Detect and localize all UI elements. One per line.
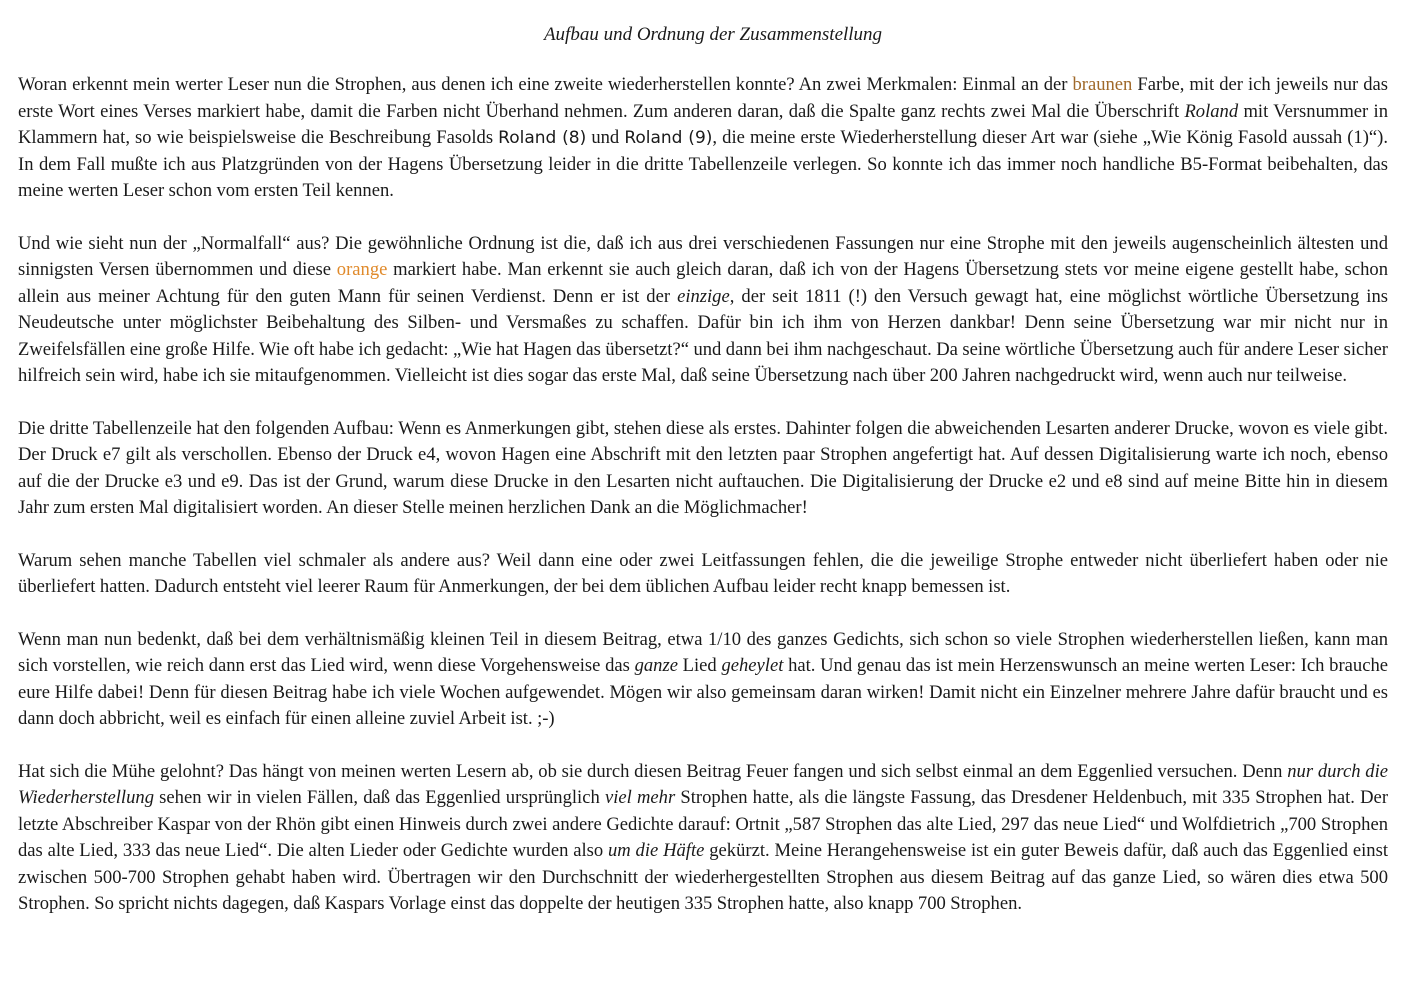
nur-durch-italic: nur durch die Wiederherstellung — [18, 760, 1388, 808]
p6-text-1: Hat sich die Mühe gelohnt? Das hängt von meinen werten Lesern ab, ob sie durch diesen Beitrag Feuer fangen und sich selbst einmal an dem Eggenlied versuchen. Denn — [18, 760, 1288, 782]
paragraph-4: Warum sehen manche Tabellen viel schmaler als andere aus? Weil dann eine oder zwei Leitfassungen fehlen, die die jeweilige Strophe entweder nicht überliefert haben oder nie überliefert hatten. Dadurch entsteht viel leerer Raum für Anmerkungen, der bei dem üblichen Aufbau leider recht knapp bemessen ist. — [18, 549, 1388, 597]
um-die-haefte-italic: um die Häfte — [608, 840, 705, 861]
paragraph-1 — [18, 72, 1388, 205]
roland-italic: Roland — [1184, 100, 1239, 122]
geheylet-italic: geheylet — [721, 655, 784, 676]
p2-text-3: , der seit 1811 (!) den Versuch gewagt hat, eine möglichst wörtliche Übersetzung ins Neudeutsche unter möglichster Beibehaltung des Silben- und Versmaßes zu schaffen. Dafür bin ich ihm von Herzen dankbar! Denn seine Übersetzung war mir nicht nur in Zweifelsfällen eine große Hilfe. Wie oft habe ich gedacht: „Wie hat Hagen das übersetzt?“ und dann bei ihm nachgeschaut. Da seine wörtliche Übersetzung auch für andere Leser sicher hilfreich sein wird, habe ich sie mitaufgenommen. Vielleicht ist dies sogar das erste Mal, daß seine Übersetzung nach über 200 Jahren nachgedruckt wird, wenn auch nur teilweise. — [18, 285, 1388, 386]
page-title: Aufbau und Ordnung der Zusammenstellung — [543, 24, 883, 45]
p5-text-2: Lied — [677, 655, 722, 676]
p1-text-2: Farbe, mit der ich jeweils nur das erste Wort eines Verses markiert habe, damit die Farben nicht Überhand nehmen. Zum anderen daran, daß die Spalte ganz rechts zwei Mal die Überschrift — [18, 74, 1388, 122]
p6-text-2: sehen wir in vielen Fällen, daß das Eggenlied ursprünglich — [154, 787, 605, 808]
paragraph-5 — [18, 627, 1388, 733]
p6-text-3: Strophen hatte, als die längste Fassung, das Dresdener Heldenbuch, mit 335 Strophen hat. Der letzte Abschreiber Kaspar von der Rhön gibt einen Hinweis durch zwei andere Gedichte darauf: Ortnit „587 Strophen das alte Lied, 297 das neue Lied“ und Wolfdietrich „700 Strophen das alte Lied, 333 das neue Lied“. Die alten Lieder oder Gedichte wurden also — [18, 787, 1389, 861]
ganze-italic: ganze — [634, 655, 678, 676]
p1-text-3: mit Versnummer in Klammern hat, so wie beispielsweise die Beschreibung Fasolds — [18, 100, 1388, 148]
roland-8-label: Roland (8) — [498, 128, 587, 148]
paragraph-3: Die dritte Tabellenzeile hat den folgenden Aufbau: Wenn es Anmerkungen gibt, stehen diese als erstes. Dahinter folgen die abweichenden Lesarten anderer Drucke, wovon es viele gibt. Der Druck e7 gilt als verschollen. Ebenso der Druck e4, wovon Hagen eine Abschrift mit den letzten paar Strophen angefertigt hat. Auf dessen Digitalisierung warte ich noch, ebenso auf die der Drucke e3 und e9. Das ist der Grund, warum diese Drucke in den Lesarten nicht auftauchen. Die Digitalisierung der Drucke e2 und e8 sind auf meine Bitte hin in diesem Jahr zum ersten Mal digitalisiert worden. An dieser Stelle meinen herzlichen Dank an die Möglichmacher! — [18, 417, 1388, 518]
document-page — [18, 22, 1388, 944]
p1-text-5: , die meine erste Wiederherstellung dieser Art war (siehe „Wie König Fasold aussah (1)“). In dem Fall mußte ich aus Platzgründen von der Hagens Übersetzung leider in die dritte Tabellenzeile verlegen. So konnte ich das immer noch handliche B5-Format beibehalten, das meine werten Leser schon vom ersten Teil kennen. — [18, 127, 1389, 201]
brown-highlight-word: braunen — [1072, 74, 1133, 95]
roland-9-label: Roland (9) — [624, 128, 713, 148]
p5-text-1: Wenn man nun bedenkt, daß bei dem verhältnismäßig kleinen Teil in diesem Beitrag, etwa 1/10 des ganzes Gedichts, sich schon so viele Strophen wiederherstellen ließen, kann man sich vorstellen, wie reich dann erst das Lied wird, wenn diese Vorgehensweise das — [18, 628, 1388, 676]
p1-text-4: und — [586, 127, 625, 148]
p2-text-1: Und wie sieht nun der „Normalfall“ aus? Die gewöhnliche Ordnung ist die, daß ich aus drei verschiedenen Fassungen nur eine Strophe mit den jeweils augenscheinlich ältesten und sinnigsten Versen übernommen und diese — [18, 232, 1388, 280]
einzige-italic: einzige — [677, 285, 730, 307]
p2-text-2: markiert habe. Man erkennt sie auch gleich daran, daß ich von der Hagens Übersetzung stets vor meine eigene gestellt habe, schon allein aus meiner Achtung für den guten Mann für seinen Verdienst. Denn er ist der — [18, 259, 1388, 307]
p6-text-4: gekürzt. Meine Herangehensweise ist ein guter Beweis dafür, daß auch das Eggenlied einst zwischen 500-700 Strophen gehabt haben wird. Übertragen wir den Durchschnitt der wiederhergestellten Strophen aus diesem Beitrag auf das ganze Lied, so wären dies etwa 500 Strophen. So spricht nichts dagegen, daß Kaspars Vorlage einst das doppelte der heutigen 335 Strophen hatte, also knapp 700 Strophen. — [18, 840, 1388, 914]
paragraph-6 — [18, 759, 1388, 918]
p5-text-3: hat. Und genau das ist mein Herzenswunsch an meine werten Leser: Ich brauche eure Hilfe dabei! Denn für diesen Beitrag habe ich viele Wochen aufgewendet. Mögen wir also gemeinsam daran wirken! Damit nicht ein Einzelner mehrere Jahre dafür braucht und es dann doch abbricht, weil es einfach für einen alleine zuviel Arbeit ist. ;-) — [18, 655, 1388, 729]
paragraph-2 — [18, 231, 1388, 390]
p1-text-1: Woran erkennt mein werter Leser nun die Strophen, aus denen ich eine zweite wiederherstellen konnte? An zwei Merkmalen: Einmal an der — [18, 74, 1073, 95]
viel-mehr-italic: viel mehr — [604, 787, 676, 808]
orange-highlight-word: orange — [336, 259, 388, 280]
